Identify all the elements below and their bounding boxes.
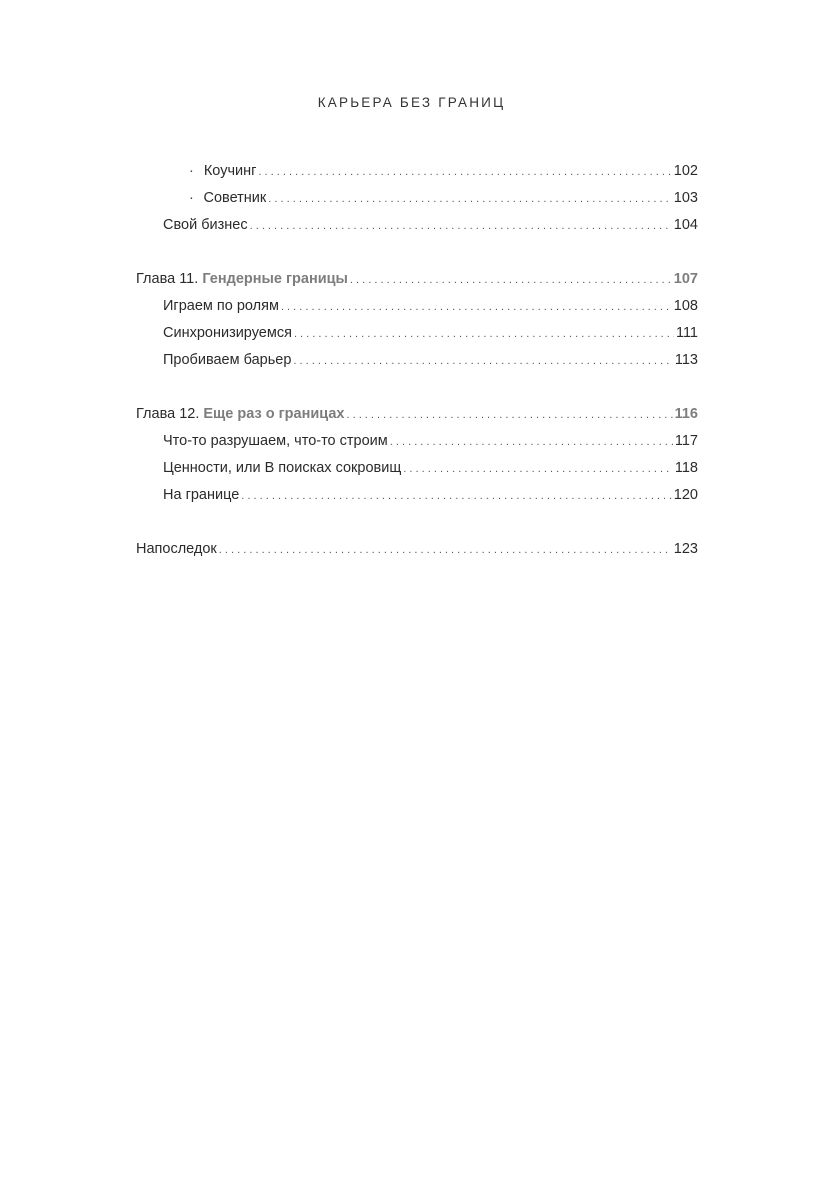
toc-page-number: 123 [673,541,698,557]
toc-entry-destroy-build[interactable] [136,428,698,455]
dot-leader [294,321,674,348]
chapter-number: Глава 11. [136,271,199,287]
toc-chapter-label [136,266,348,293]
toc-entry-title: Что-то разрушаем, что-то строим [163,433,388,449]
toc-page-number: 104 [673,217,698,233]
toc-entry-afterword[interactable] [136,536,698,563]
toc-entry-title: Ценности, или В поисках сокровищ [163,460,402,476]
dot-leader [219,537,672,564]
toc-entry-own-business[interactable] [136,212,698,239]
dot-leader [390,429,673,456]
chapter-number: Глава 12. [136,406,200,422]
toc-entry-title: Пробиваем барьер [163,352,292,368]
toc-page-number: 107 [673,271,698,287]
bullet-icon: · [189,190,194,206]
dot-leader [350,267,672,294]
dot-leader [241,483,672,510]
dot-leader [293,348,672,375]
toc-entry-synchronize[interactable] [136,320,698,347]
toc-entry-title: Напоследок [136,541,217,557]
table-of-contents [136,158,698,563]
toc-chapter-label [136,401,344,428]
toc-entry-values[interactable] [136,455,698,482]
toc-page-number: 118 [674,460,698,476]
toc-entry-title: Синхронизируемся [163,325,292,341]
toc-entry-title: На границе [163,487,240,503]
toc-page-number: 108 [673,298,698,314]
toc-entry-role-play[interactable] [136,293,698,320]
dot-leader [346,402,672,429]
toc-page-number: 103 [673,190,698,206]
toc-entry-advisor[interactable] [136,185,698,212]
dot-leader [250,213,672,240]
chapter-title: Еще раз о границах [203,406,345,422]
toc-page-number: 120 [673,487,698,503]
running-header: КАРЬЕРА БЕЗ ГРАНИЦ [317,95,506,110]
dot-leader [268,186,672,213]
toc-entry-break-barrier[interactable] [136,347,698,374]
toc-entry-coaching[interactable] [136,158,698,185]
dot-leader [403,456,673,483]
toc-entry-title: Играем по ролям [163,298,279,314]
toc-page-number: 116 [674,406,698,422]
toc-entry-on-the-border[interactable] [136,482,698,509]
toc-page-number: 113 [674,352,698,368]
toc-chapter-11[interactable] [136,266,698,293]
toc-page-number: 111 [675,325,698,341]
toc-chapter-12[interactable] [136,401,698,428]
toc-page-number: 117 [674,433,698,449]
toc-page-number: 102 [673,163,698,179]
toc-entry-title: Свой бизнес [163,217,248,233]
dot-leader [281,294,672,321]
chapter-title: Гендерные границы [202,271,348,287]
toc-entry-title: Советник [203,190,267,206]
bullet-icon: · [189,163,194,179]
dot-leader [258,159,671,186]
toc-entry-title: Коучинг [203,163,257,179]
